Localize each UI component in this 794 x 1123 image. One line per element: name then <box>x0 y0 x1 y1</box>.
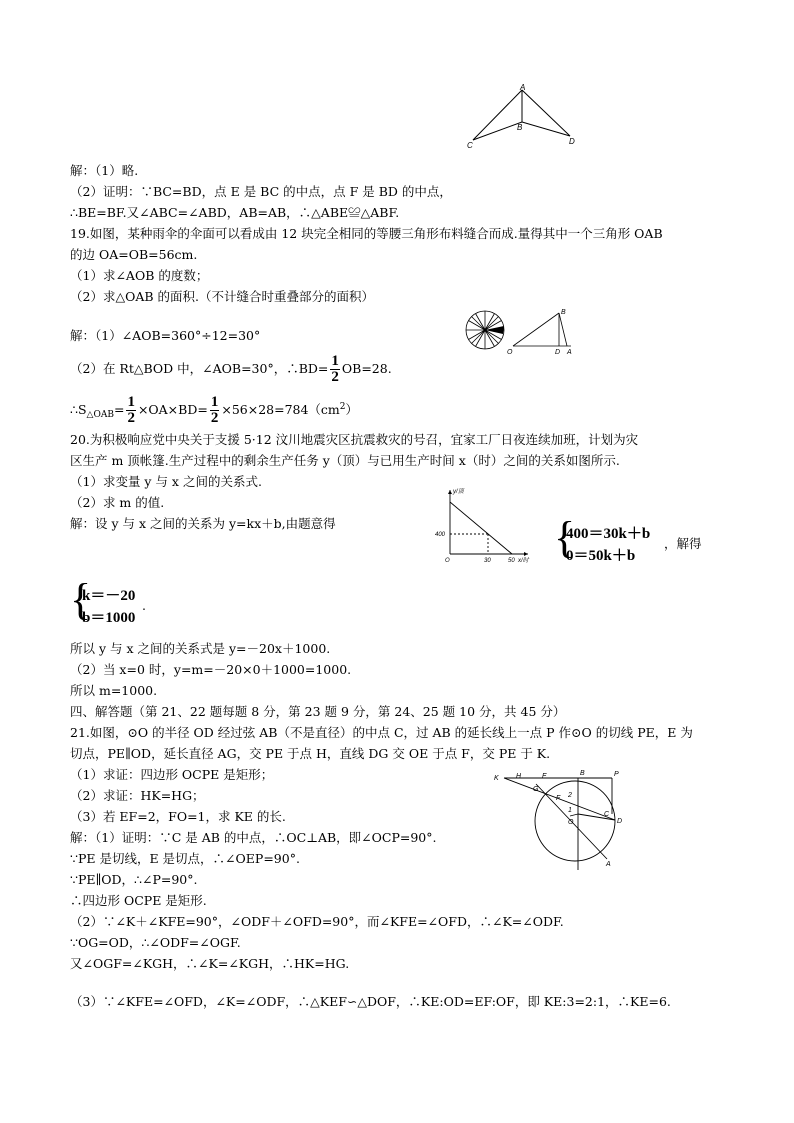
equation-system-1 <box>554 513 744 564</box>
system-2-tail: . <box>142 598 146 613</box>
line-6: （1）求∠AOB 的度数； <box>70 268 209 283</box>
line-25: 解：（1）证明：∵C 是 AB 的中点，∴OC⊥AB，即∠OCP=90°. <box>70 830 437 845</box>
line-27: ∵PE∥OD，∴∠P=90°. <box>70 872 198 887</box>
line-10-text-e: ） <box>345 402 359 417</box>
line-16: 所以 y 与 x 之间的关系式是 y=－20x＋1000. <box>70 641 331 656</box>
line-13: （1）求变量 y 与 x 之间的关系式. <box>70 474 262 489</box>
fig4-label-o: O <box>568 819 574 826</box>
line-26: ∵PE 是切线，E 是切点，∴∠OEP=90°. <box>70 851 300 866</box>
fig4-label-b: B <box>580 770 585 777</box>
line-17: （2）当 x=0 时，y=m=－20×0＋1000=1000. <box>70 662 352 677</box>
fig2-label-o: O <box>507 349 513 356</box>
figure-umbrella <box>463 306 583 356</box>
line-22: （1）求证：四边形 OCPE 是矩形； <box>70 767 274 782</box>
fig4-label-one: 1 <box>568 807 572 814</box>
fraction-denominator: 2 <box>127 410 135 426</box>
fig4-label-a: A <box>606 861 611 868</box>
line-7: （2）求△OAB 的面积.（不计缝合时重叠部分的面积） <box>70 289 374 304</box>
fig4-label-g: G <box>533 786 539 793</box>
line-10-text-d: ×56×28=784（cm <box>221 402 340 417</box>
fig4-label-p: P <box>614 771 619 778</box>
line-2: （2）证明：∵BC=BD，点 E 是 BC 的中点，点 F 是 BD 的中点， <box>70 184 452 199</box>
fraction-denominator: 2 <box>331 369 339 385</box>
figure-production-graph <box>432 484 532 566</box>
fraction-numerator: 1 <box>331 353 339 369</box>
line-24: （3）若 EF=2，FO=1，求 KE 的长. <box>70 809 286 824</box>
fraction-half-2 <box>126 395 136 426</box>
system-1-row-1: 400＝30k＋b <box>566 526 651 542</box>
line-11: 20.为积极响应党中央关于支援 5·12 汶川地震灾区抗震救灾的号召，宜家工厂日夜连续加班，计划为灾 <box>70 432 639 447</box>
fig3-xlabel: x/时 <box>518 558 529 564</box>
line-31: 又∠OGF=∠KGH，∴∠K=∠KGH，∴HK=HG. <box>70 956 350 971</box>
fig3-x50: 50 <box>508 558 515 564</box>
figure-triangles-abcd <box>465 82 585 152</box>
fig2-label-d: D <box>555 349 561 356</box>
fraction-half <box>330 354 340 385</box>
line-10-superscript: 2 <box>339 402 346 412</box>
fig2-label-b: B <box>561 309 566 316</box>
line-21: 切点，PE∥OD，延长直径 AG，交 PE 于点 H，直线 DG 交 OE 于点 F，交 PE 于 K. <box>70 746 551 761</box>
line-3: ∴BE=BF.又∠ABC=∠ABD，AB=AB，∴△ABE≌△ABF. <box>70 205 400 220</box>
line-4: 19.如图，某种雨伞的伞面可以看成由 12 块完全相同的等腰三角形布料缝合而成.量得其中一个三角形 OAB <box>70 226 663 241</box>
fraction-denominator: 2 <box>210 410 219 426</box>
fig1-label-c: C <box>467 141 473 150</box>
fig3-x30: 30 <box>484 558 491 564</box>
fig3-y400: 400 <box>435 532 446 538</box>
line-9-text-b: OB=28. <box>341 361 392 376</box>
fig1-label-a: A <box>520 83 526 92</box>
line-19: 四、解答题（第 21、22 题每题 8 分，第 23 题 9 分，第 24、25 题 10 分，共 45 分） <box>70 704 566 719</box>
line-32: （3）∵∠KFE=∠OFD，∠K=∠ODF，∴△KEF∽△DOF，∴KE:OD=EF:OF，即 KE:3=2:1，∴KE=6. <box>70 994 671 1009</box>
fig4-label-k: K <box>494 775 499 782</box>
line-23: （2）求证：HK=HG； <box>70 788 205 803</box>
fig3-origin: O <box>445 558 450 564</box>
fig1-label-b: B <box>517 123 523 132</box>
fig4-label-two: 2 <box>568 792 572 799</box>
line-12: 区生产 m 顶帐篷.生产过程中的剩余生产任务 y（顶）与已用生产时间 x（时）之间的关系如图所示. <box>70 453 620 468</box>
line-10-subscript: △OAB <box>86 410 114 420</box>
line-14: （2）求 m 的值. <box>70 495 165 510</box>
line-10-equals: = <box>113 402 125 417</box>
line-8: 解：（1）∠AOB=360°÷12=30° <box>70 328 261 343</box>
fig2-label-a: A <box>567 349 572 356</box>
line-20: 21.如图，⊙O 的半径 OD 经过弦 AB（不是直径）的中点 C，过 AB 的延长线上一点 P 作⊙O 的切线 PE，E 为 <box>70 725 693 740</box>
system-brace: { <box>70 575 92 624</box>
fraction-half-3 <box>210 395 220 426</box>
system-brace: { <box>554 513 576 562</box>
line-10 <box>70 392 358 430</box>
line-10-text-a: ∴S <box>70 402 87 417</box>
line-5: 的边 OA=OB=56cm. <box>70 247 198 262</box>
figure-circle-tangent <box>492 766 634 878</box>
line-18: 所以 m=1000. <box>70 683 158 698</box>
line-10-text-c: ×OA×BD= <box>137 402 208 417</box>
system-1-tail: ，解得 <box>664 536 702 551</box>
line-9-text-a: （2）在 Rt△BOD 中，∠AOB=30°，∴BD= <box>70 361 329 376</box>
line-30: ∵OG=OD，∴∠ODF=∠OGF. <box>70 935 241 950</box>
line-29: （2）∵∠K＋∠KFE=90°，∠ODF＋∠OFD=90°，而∠KFE=∠OFD，∴∠K=∠ODF. <box>70 914 564 929</box>
fig1-label-d: D <box>569 137 575 146</box>
fraction-numerator: 1 <box>127 394 135 410</box>
system-2-row-1: k＝－20 <box>82 588 136 604</box>
line-9 <box>70 354 392 385</box>
system-2-row-2: b＝1000 <box>82 610 136 626</box>
line-15: 解：设 y 与 x 之间的关系为 y=kx＋b,由题意得 <box>70 516 336 531</box>
fraction-numerator: 1 <box>210 394 219 410</box>
fig4-label-h: H <box>516 773 522 780</box>
system-1-row-2: 0＝50k＋b <box>566 548 636 564</box>
fig4-label-d: D <box>617 818 623 825</box>
line-28: ∴四边形 OCPE 是矩形. <box>70 893 207 908</box>
line-1: 解：（1）略. <box>70 163 139 178</box>
equation-system-2 <box>70 575 170 626</box>
fig3-ylabel: y/顶 <box>453 489 464 495</box>
fig4-label-c: C <box>604 811 610 818</box>
fig4-label-e: E <box>542 773 547 780</box>
fig4-label-f: F <box>556 795 561 802</box>
